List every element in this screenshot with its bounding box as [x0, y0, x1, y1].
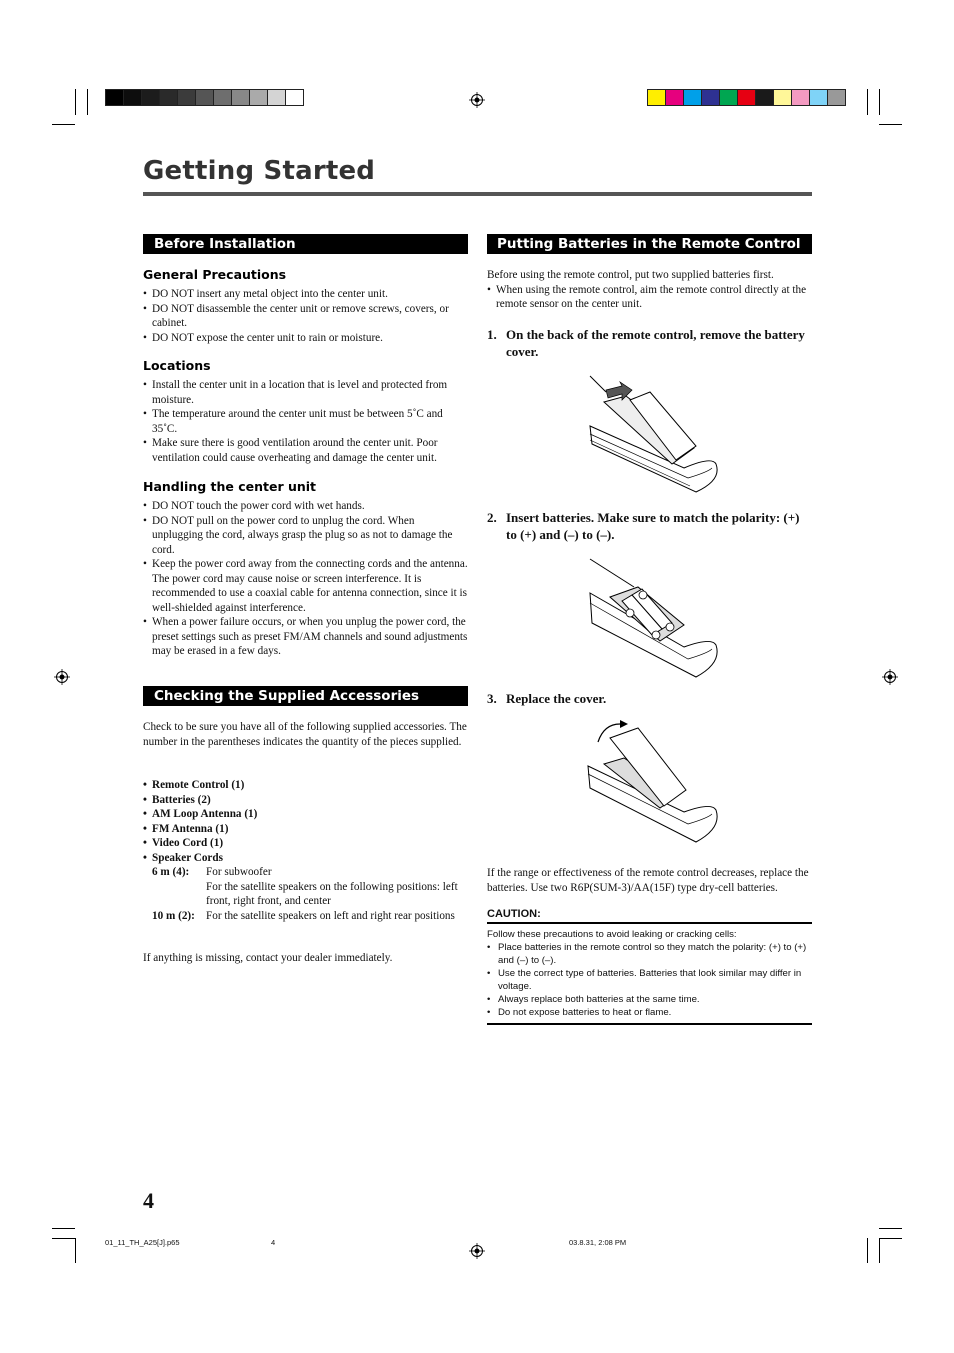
footer-file: 01_11_TH_A25[J].p65: [105, 1238, 180, 1247]
color-swatch: [827, 89, 846, 106]
registration-mark-icon: [54, 669, 70, 685]
color-swatch: [755, 89, 774, 106]
handling-list: [143, 499, 468, 659]
color-swatch: [123, 89, 142, 106]
list-item: • Speaker Cords: [143, 851, 468, 866]
list-item: • When a power failure occurs, or when you unplug the power cord, the preset settings such as preset FM/AM channels and sound adjustments may be erased in a few days.: [143, 615, 468, 659]
accessories-heading: Checking the Supplied Accessories: [143, 686, 468, 706]
page-number: 4: [143, 1188, 154, 1213]
color-swatch: [791, 89, 810, 106]
remote-insert-batteries-illustration: [584, 553, 724, 683]
caution-title: CAUTION:: [487, 908, 541, 920]
list-item: • DO NOT insert any metal object into the center unit.: [143, 287, 468, 302]
color-swatch: [231, 89, 250, 106]
step-1: 1. On the back of the remote control, remove the battery cover.: [487, 327, 805, 359]
list-item: • DO NOT disassemble the center unit or remove screws, covers, or cabinet.: [143, 302, 468, 331]
footer-timestamp: 03.8.31, 2:08 PM: [569, 1238, 627, 1247]
list-item: • DO NOT touch the power cord with wet hands.: [143, 499, 468, 514]
list-item: • Place batteries in the remote control so they match the polarity: (+) to (+) and (–) to (–).: [487, 941, 812, 967]
list-item: • AM Loop Antenna (1): [143, 807, 468, 822]
list-item: • Video Cord (1): [143, 836, 468, 851]
registration-mark-icon: [469, 1243, 485, 1259]
list-item: • Remote Control (1): [143, 778, 468, 793]
list-item: • When using the remote control, aim the remote control directly at the remote sensor on the center unit.: [487, 283, 812, 312]
accessories-list: [143, 778, 468, 923]
step-2: 2. Insert batteries. Make sure to match the polarity: (+) to (+) and (–) to (–).: [487, 510, 800, 542]
color-swatch: [159, 89, 178, 106]
list-item: • FM Antenna (1): [143, 822, 468, 837]
caution-top-rule: [487, 922, 812, 924]
color-swatch: [105, 89, 124, 106]
registration-mark-icon: [469, 92, 485, 108]
list-item: • Always replace both batteries at the same time.: [487, 993, 812, 1006]
remote-replace-cover-illustration: [584, 718, 724, 850]
list-item: • DO NOT expose the center unit to rain or moisture.: [143, 331, 468, 346]
speaker-cord-10m: 10 m (2): For the satellite speakers on left and right rear positions: [152, 909, 455, 922]
color-swatch: [267, 89, 286, 106]
color-swatch: [647, 89, 666, 106]
list-item: • Use the correct type of batteries. Batteries that look similar may differ in voltage.: [487, 967, 812, 993]
caution-bottom-rule: [487, 1023, 812, 1025]
color-swatch: [701, 89, 720, 106]
general-precautions-list: [143, 287, 468, 345]
general-precautions-title: General Precautions: [143, 267, 287, 282]
color-swatch: [719, 89, 738, 106]
list-item: • Keep the power cord away from the connecting cords and the antenna. The power cord may cause noise or screen interference. It is recommended to use a coaxial cable for antenna connection, since it is well-shielded against interference.: [143, 557, 468, 615]
color-swatch: [285, 89, 304, 106]
batteries-heading: Putting Batteries in the Remote Control: [487, 234, 812, 254]
color-swatch: [141, 89, 160, 106]
color-swatch: [773, 89, 792, 106]
speaker-cord-6m: 6 m (4): For subwoofer For the satellite speakers on the following positions: left front, right front, and center: [152, 866, 458, 907]
color-swatch: [177, 89, 196, 106]
batteries-intro: Before using the remote control, put two supplied batteries first. • When using the remote control, aim the remote control directly at the remote sensor on the center unit.: [487, 268, 812, 312]
color-swatch: [665, 89, 684, 106]
page-title: Getting Started: [143, 156, 376, 186]
range-note: If the range or effectiveness of the remote control decreases, replace the batteries. Use two R6P(SUM-3)/AA(15F) type dry-cell batteries.: [487, 867, 809, 894]
footer-page: 4: [271, 1238, 276, 1247]
registration-mark-icon: [882, 669, 898, 685]
list-item: • Make sure there is good ventilation around the center unit. Poor ventilation could cause overheating and damage the center unit.: [143, 436, 468, 465]
locations-title: Locations: [143, 358, 211, 373]
color-swatch: [737, 89, 756, 106]
before-installation-heading: Before Installation: [143, 234, 468, 254]
list-item: • Batteries (2): [143, 793, 468, 808]
color-swatch: [195, 89, 214, 106]
list-item: • Install the center unit in a location that is level and protected from moisture.: [143, 378, 468, 407]
caution-box: Follow these precautions to avoid leaking or cracking cells: • Place batteries in the remote control so they match the polarity: (+) to (+) and (–) to (–). • Use the correct type of batteries. Batteries that look similar may differ in voltage. • Always replace both batteries at the same time. • Do not expose batteries to heat or flame.: [487, 928, 812, 1019]
step-3: 3. Replace the cover.: [487, 691, 607, 706]
handling-title: Handling the center unit: [143, 479, 317, 494]
color-swatch: [809, 89, 828, 106]
accessories-footer: If anything is missing, contact your dealer immediately.: [143, 952, 393, 964]
color-swatch: [683, 89, 702, 106]
title-rule: [143, 192, 812, 196]
remote-remove-cover-illustration: [584, 368, 724, 498]
list-item: • The temperature around the center unit must be between 5˚C and 35˚C.: [143, 407, 468, 436]
color-swatch: [249, 89, 268, 106]
list-item: • DO NOT pull on the power cord to unplug the cord. When unplugging the cord, always grasp the plug so as not to damage the cord.: [143, 514, 468, 558]
accessories-intro: Check to be sure you have all of the following supplied accessories. The number in the parentheses indicates the quantity of the pieces supplied.: [143, 721, 467, 748]
color-swatch: [213, 89, 232, 106]
locations-list: [143, 378, 468, 465]
list-item: • Do not expose batteries to heat or flame.: [487, 1006, 812, 1019]
